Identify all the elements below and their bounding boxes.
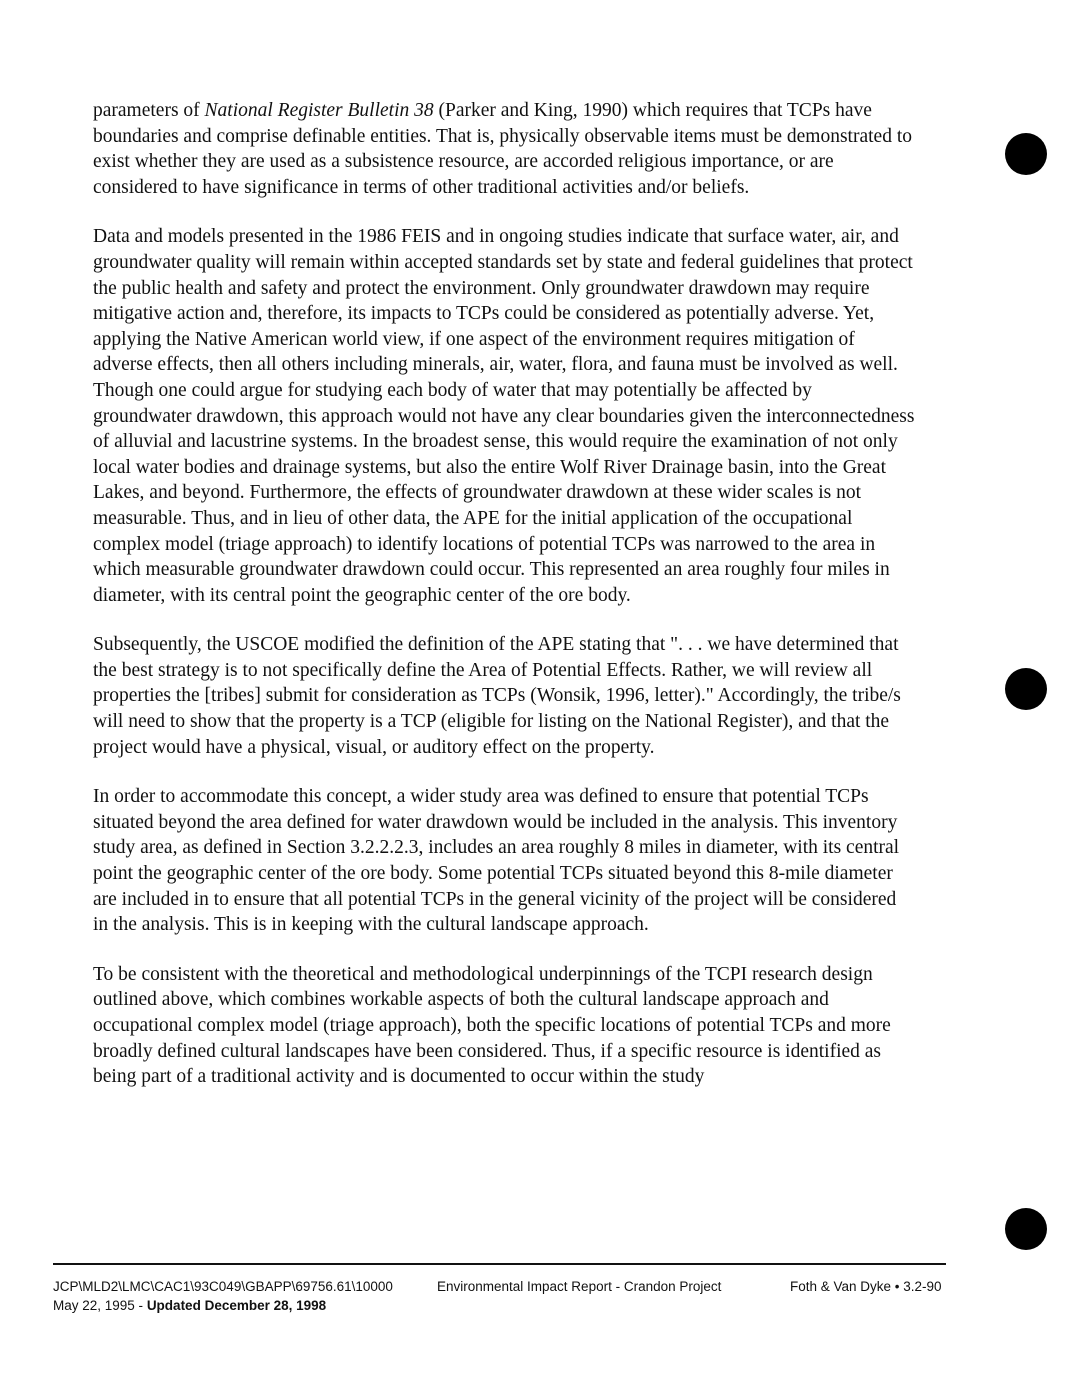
footer-date-original: May 22, 1995 - <box>53 1298 147 1313</box>
footer-file-info <box>53 1277 393 1315</box>
paragraph-1 <box>93 98 915 200</box>
footer-divider <box>53 1263 946 1265</box>
paragraph-2: Data and models presented in the 1986 FEIS and in ongoing studies indicate that surface water, air, and groundwater quality will remain within accepted standards set by state and federal guidelines that protect the public health and safety and protect the environment. Only groundwater drawdown may require mitigative action and, therefore, its impacts to TCPs could be considered as potentially adverse. Yet, applying the Native American world view, if one aspect of the environment requires mitigation of adverse effects, then all others including minerals, air, water, flora, and fauna must be involved as well. Though one could argue for studying each body of water that may potentially be affected by groundwater drawdown, this approach would not have any clear boundaries given the interconnectedness of alluvial and lacustrine systems. In the broadest sense, this would require the examination of not only local water bodies and drainage systems, but also the entire Wolf River Drainage basin, into the Great Lakes, and beyond. Furthermore, the effects of groundwater drawdown at these wider scales is not measurable. Thus, and in lieu of other data, the APE for the initial application of the occupational complex model (triage approach) to identify locations of potential TCPs was narrowed to the area in which measurable groundwater drawdown could occur. This represented an area roughly four miles in diameter, with its central point the geographic center of the ore body. <box>93 226 915 606</box>
paragraph-1-lead: parameters of <box>93 100 205 121</box>
punch-hole-middle <box>1005 668 1047 710</box>
document-body <box>93 98 915 1114</box>
footer-date-updated: Updated December 28, 1998 <box>146 1298 327 1313</box>
footer-file-path: JCP\MLD2\LMC\CAC1\93C049\GBAPP\69756.61\10000 <box>53 1279 393 1294</box>
paragraph-5: To be consistent with the theoretical and methodological underpinnings of the TCPI research design outlined above, which combines workable aspects of both the cultural landscape approach and occupational complex model (triage approach), both the specific locations of potential TCPs and more broadly defined cultural landscapes have been considered. Thus, if a specific resource is identified as being part of a traditional activity and is documented to occur within the study <box>93 963 891 1088</box>
footer-page-number: Foth & Van Dyke • 3.2-90 <box>790 1279 942 1294</box>
bulletin-title: National Register Bulletin 38 <box>204 100 434 121</box>
footer-date <box>53 1296 393 1315</box>
footer-report-title: Environmental Impact Report - Crandon Project <box>437 1279 722 1294</box>
paragraph-4: In order to accommodate this concept, a wider study area was defined to ensure that potential TCPs situated beyond the area defined for water drawdown would be included in the analysis. This inventory study area, as defined in Section 3.2.2.2.3, includes an area roughly 8 miles in diameter, with its central point the geographic center of the ore body. Some potential TCPs situated beyond this 8-mile diameter are included in to ensure that all potential TCPs in the general vicinity of the project will be considered in the analysis. This is in keeping with the cultural landscape approach. <box>93 786 900 936</box>
punch-hole-bottom <box>1005 1208 1047 1250</box>
paragraph-3: Subsequently, the USCOE modified the definition of the APE stating that ". . . we have determined that the best strategy is to not specifically define the Area of Potential Effects. Rather, we will review all properties the [tribes] submit for consideration as TCPs (Wonsik, 1996, letter)." Accordingly, the tribe/s will need to show that the property is a TCP (eligible for listing on the National Register), and that the project would have a physical, visual, or auditory effect on the property. <box>93 634 901 758</box>
paragraph-1-rest: (Parker and King, 1990) which requires that TCPs have boundaries and comprise definable entities. That is, physically observable items must be demonstrated to exist whether they are used as a subsistence resource, are accorded religious importance, or are considered to have significance in terms of other traditional activities and/or beliefs. <box>93 100 912 198</box>
punch-hole-top <box>1005 133 1047 175</box>
